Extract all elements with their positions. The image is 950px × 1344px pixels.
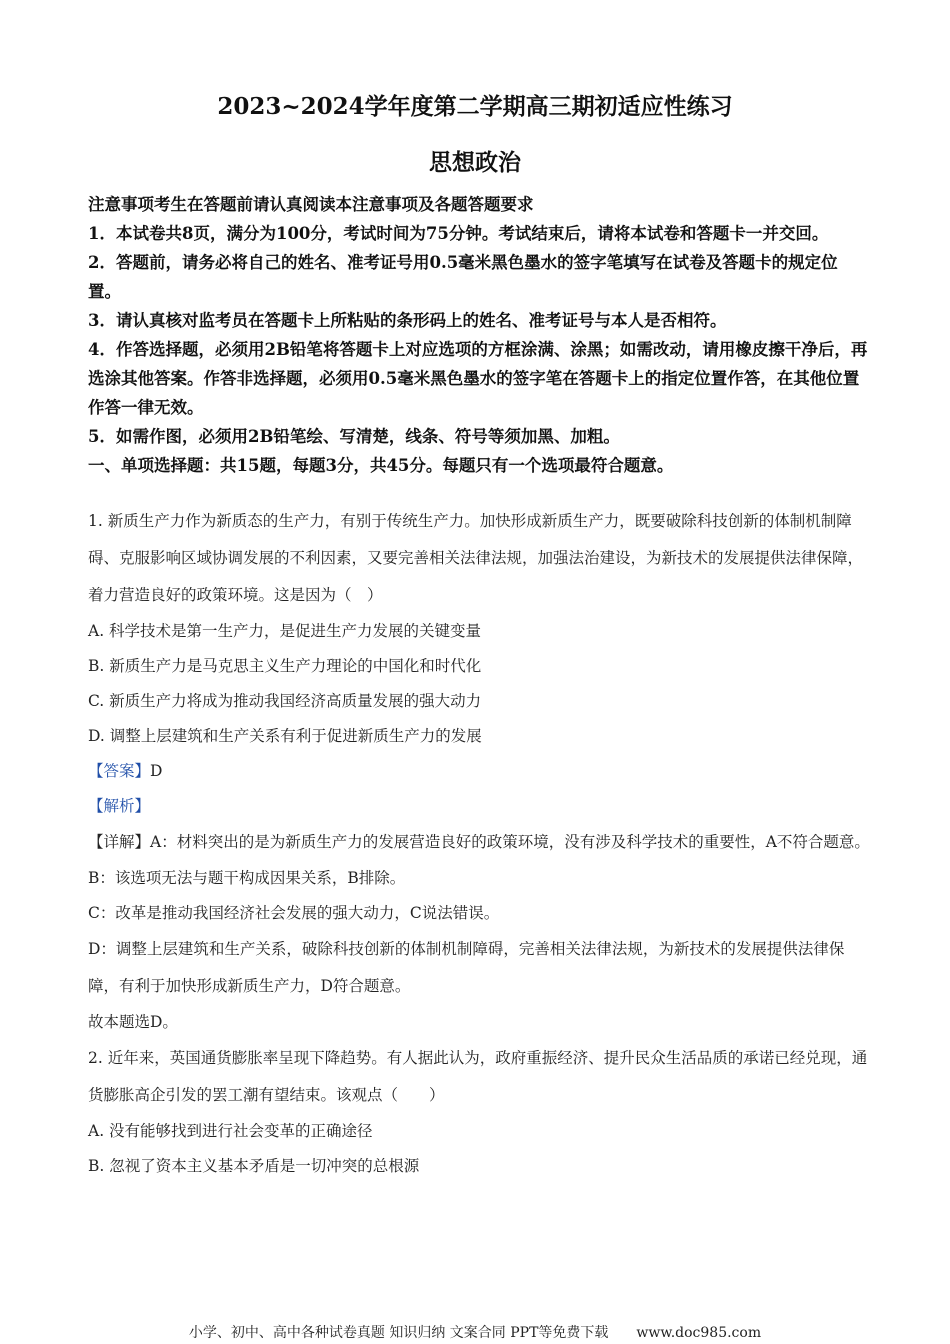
exam-title: 2023~2024学年度第二学期高三期初适应性练习 [217, 93, 733, 120]
question-2-option-b: B. 忽视了资本主义基本矛盾是一切冲突的总根源 [88, 1157, 420, 1175]
subject-title: 思想政治 [429, 149, 521, 176]
question-1 [88, 503, 870, 1184]
notice-item-3: 3．请认真核对监考员在答题卡上所粘贴的条形码上的姓名、准考证号与本人是否相符。 [88, 311, 727, 330]
question-1-detail-b: B：该选项无法与题干构成因果关系，B排除。 [88, 869, 406, 887]
detail-a-text: A：材料突出的是为新质生产力的发展营造良好的政策环境，没有涉及科学技术的重要性，A不符合题意。 [150, 833, 870, 851]
answer-label: 【答案】 [88, 762, 151, 780]
notice-item-4: 4．作答选择题，必须用2B铅笔将答题卡上对应选项的方框涂满、涂黑；如需改动，请用橡皮擦干净后，再选涂其他答案。作答非选择题，必须用0.5毫米黑色墨水的签字笔在答题卡上的指定位置作答，在其他位置作答一律无效。 [88, 340, 868, 417]
question-2-option-a: A. 没有能够找到进行社会变革的正确途径 [88, 1122, 373, 1140]
section-heading: 一、单项选择题：共15题，每题3分，共45分。每题只有一个选项最符合题意。 [88, 456, 674, 475]
question-1-answer [88, 754, 870, 789]
question-1-option-a: A. 科学技术是第一生产力，是促进生产力发展的关键变量 [88, 622, 482, 640]
answer-value: D [150, 762, 163, 780]
analysis-label: 【解析】 [88, 797, 151, 815]
notice-item-5: 5．如需作图，必须用2B铅笔绘、写清楚，线条、符号等须加黑、加粗。 [88, 427, 620, 446]
question-1-detail-a [88, 824, 870, 861]
question-1-option-b: B. 新质生产力是马克思主义生产力理论的中国化和时代化 [88, 657, 482, 675]
question-1-option-c: C. 新质生产力将成为推动我国经济高质量发展的强大动力 [88, 692, 482, 710]
notice-item-1: 1．本试卷共8页，满分为100分，考试时间为75分钟。考试结束后，请将本试卷和答题卡一并交回。 [88, 224, 829, 243]
notice-heading: 注意事项考生在答题前请认真阅读本注意事项及各题答题要求 [88, 195, 534, 214]
footer-ad: 小学、初中、高中各种试卷真题 知识归纳 文案合同 PPT等免费下载 www.doc985.com [188, 1325, 762, 1341]
question-2-stem: 2. 近年来，英国通货膨胀率呈现下降趋势。有人据此认为，政府重振经济、提升民众生活品质的承诺已经兑现，通货膨胀高企引发的罢工潮有望结束。该观点（ ） [88, 1049, 868, 1104]
question-1-conclusion: 故本题选D。 [88, 1013, 178, 1031]
question-1-detail-d: D：调整上层建筑和生产关系，破除科技创新的体制机制障碍，完善相关法律法规，为新技术的发展提供法律保障，有利于加快形成新质生产力，D符合题意。 [88, 940, 845, 995]
detail-label: 【详解】 [88, 833, 151, 851]
question-1-analysis [88, 789, 870, 824]
question-1-stem: 1. 新质生产力作为新质态的生产力，有别于传统生产力。加快形成新质生产力，既要破除科技创新的体制机制障碍、克服影响区域协调发展的不利因素，又要完善相关法律法规，加强法治建设，为新技术的发展提供法律保障，着力营造良好的政策环境。这是因为（ ） [88, 512, 864, 604]
notice-item-2: 2．答题前，请务必将自己的姓名、准考证号用0.5毫米黑色墨水的签字笔填写在试卷及答题卡的规定位置。 [88, 253, 838, 301]
question-1-option-d: D. 调整上层建筑和生产关系有利于促进新质生产力的发展 [88, 727, 482, 745]
question-1-detail-c: C：改革是推动我国经济社会发展的强大动力，C说法错误。 [88, 904, 500, 922]
notice-block [88, 190, 870, 480]
